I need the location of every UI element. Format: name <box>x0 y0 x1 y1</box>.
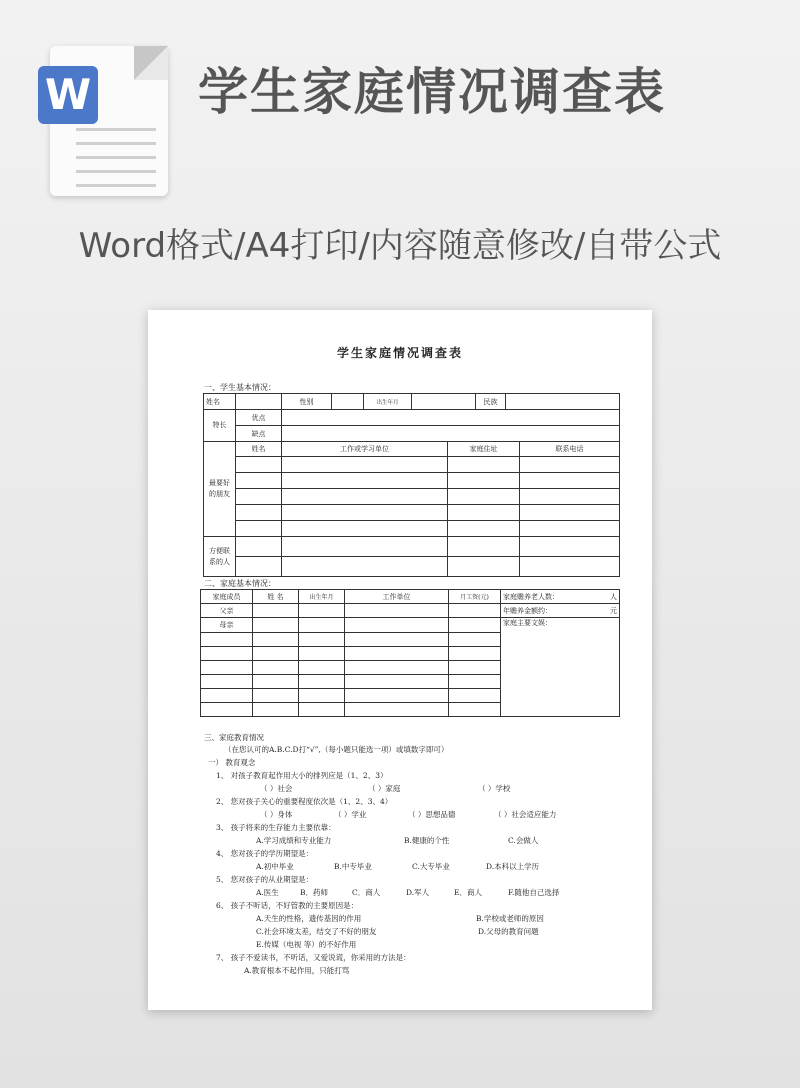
weaknesses-field[interactable] <box>282 426 620 442</box>
support-unit: 元 <box>593 604 620 618</box>
name-label: 姓名 <box>204 394 236 410</box>
name-field[interactable] <box>236 394 282 410</box>
strengths-field[interactable] <box>282 410 620 426</box>
question-4: 4、 您对孩子的学历期望是： <box>216 849 314 858</box>
q6-option-a[interactable]: A.天生的性格，遗传基因的作用 <box>256 914 362 923</box>
friends-label: 最要好的朋友 <box>204 442 236 537</box>
q1-option-b[interactable]: （ ）家庭 <box>368 784 401 793</box>
q6-option-c[interactable]: C.社会环境太差，结交了不好的朋友 <box>256 927 377 936</box>
q5-option-a[interactable]: A.医生 <box>256 888 279 897</box>
table-row[interactable] <box>204 473 620 489</box>
gender-label: 性别 <box>282 394 332 410</box>
q5-option-c[interactable]: C．商人 <box>352 888 381 897</box>
document-title: 学生家庭情况调查表 <box>336 346 463 360</box>
q1-option-a[interactable]: （ ）社会 <box>260 784 293 793</box>
family-hobbies-label: 家庭主要文娱： <box>503 619 552 627</box>
q6-option-b[interactable]: B.学校或老师的原因 <box>476 914 544 923</box>
q5-option-b[interactable]: B．药师 <box>300 888 329 897</box>
header-salary: 月工资(元) <box>449 590 501 604</box>
birth-field[interactable] <box>412 394 476 410</box>
friend-header-work: 工作或学习单位 <box>282 442 448 457</box>
q5-option-d[interactable]: D.军人 <box>406 888 430 897</box>
q1-option-c[interactable]: （ ）学校 <box>478 784 511 793</box>
question-7: 7、 孩子不爱读书，不听话，又爱说谎，你采用的方法是： <box>216 953 411 962</box>
q4-option-c[interactable]: C.大专毕业 <box>412 862 450 871</box>
q2-option-a[interactable]: （ ）身体 <box>260 810 293 819</box>
q7-option-a[interactable]: A.教育根本不起作用，只能打骂 <box>244 966 350 975</box>
table-row[interactable] <box>204 505 620 521</box>
q5-option-e[interactable]: E．商人 <box>454 888 482 897</box>
weaknesses-label: 缺点 <box>236 426 282 442</box>
header-workplace: 工作单位 <box>345 590 449 604</box>
word-document-icon <box>38 42 170 198</box>
q4-option-d[interactable]: D.本科以上学历 <box>486 862 540 871</box>
elderly-count-label: 家庭赡养老人数： <box>501 590 593 604</box>
q6-option-e[interactable]: E.传媒（电视 等）的不好作用 <box>256 940 357 949</box>
section-3-label: 三、家庭教育情况 <box>204 733 264 742</box>
q3-option-a[interactable]: A.学习成绩和专业能力 <box>256 836 332 845</box>
page-subtitle: Word格式/A4打印/内容随意修改/自带公式 <box>78 226 722 266</box>
table-row[interactable] <box>204 521 620 537</box>
header-name: 姓 名 <box>253 590 299 604</box>
subsection-label: 一） 教育观念 <box>208 758 256 767</box>
friend-header-phone: 联系电话 <box>520 442 620 457</box>
q2-option-d[interactable]: （ ）社会适应能力 <box>494 810 557 819</box>
q4-option-a[interactable]: A.初中毕业 <box>256 862 294 871</box>
question-2: 2、 您对孩子关心的重要程度依次是（1、2、3、4） <box>216 797 393 806</box>
family-info-table <box>200 589 620 717</box>
word-badge-icon: W <box>38 66 98 124</box>
specialty-label: 特长 <box>204 410 236 442</box>
q3-option-b[interactable]: B.健康的个性 <box>404 836 450 845</box>
question-3: 3、 孩子将来的生存能力主要依靠： <box>216 823 336 832</box>
q4-option-b[interactable]: B.中专毕业 <box>334 862 372 871</box>
gender-field[interactable] <box>332 394 364 410</box>
table-row[interactable] <box>204 557 620 577</box>
strengths-label: 优点 <box>236 410 282 426</box>
elderly-unit: 人 <box>593 590 620 604</box>
table-row[interactable] <box>204 457 620 473</box>
q3-option-c[interactable]: C.会做人 <box>508 836 539 845</box>
student-info-table <box>203 393 620 442</box>
section-2-label: 二、家庭基本情况： <box>204 579 276 588</box>
friends-table <box>203 441 620 577</box>
friend-header-name: 姓名 <box>236 442 282 457</box>
ethnicity-label: 民族 <box>476 394 506 410</box>
page-title: 学生家庭情况调查表 <box>198 63 666 121</box>
q6-option-d[interactable]: D.父母的教育问题 <box>478 927 539 936</box>
section-3-note: （在您认可的A.B.C.D打“√”,（每小题只能选一项）或填数字即可） <box>224 745 449 754</box>
q2-option-b[interactable]: （ ）学业 <box>334 810 367 819</box>
question-6: 6、 孩子不听话，不好管教的主要原因是： <box>216 901 359 910</box>
header-birth: 出生年月 <box>299 590 345 604</box>
father-label: 父亲 <box>201 604 253 618</box>
section-1-label: 一、学生基本情况： <box>204 383 276 392</box>
page-fold-corner <box>134 46 168 80</box>
q2-option-c[interactable]: （ ）思想品德 <box>408 810 456 819</box>
friend-header-address: 家庭住址 <box>448 442 520 457</box>
mother-label: 母亲 <box>201 618 253 633</box>
header-family-member: 家庭成员 <box>201 590 253 604</box>
table-row[interactable] <box>204 489 620 505</box>
question-5: 5、 您对孩子的从业期望是： <box>216 875 314 884</box>
contact-label: 方便联系的人 <box>204 537 236 577</box>
document-preview <box>148 310 652 1010</box>
birth-label: 出生年月 <box>364 394 412 410</box>
question-1: 1、 对孩子教育起作用大小的排列应是（1、2、3） <box>216 771 388 780</box>
ethnicity-field[interactable] <box>506 394 620 410</box>
family-hobbies-field[interactable] <box>501 618 620 717</box>
q5-option-f[interactable]: F.随他自己选择 <box>508 888 560 897</box>
support-amount-label: 年赡养金额约： <box>501 604 593 618</box>
